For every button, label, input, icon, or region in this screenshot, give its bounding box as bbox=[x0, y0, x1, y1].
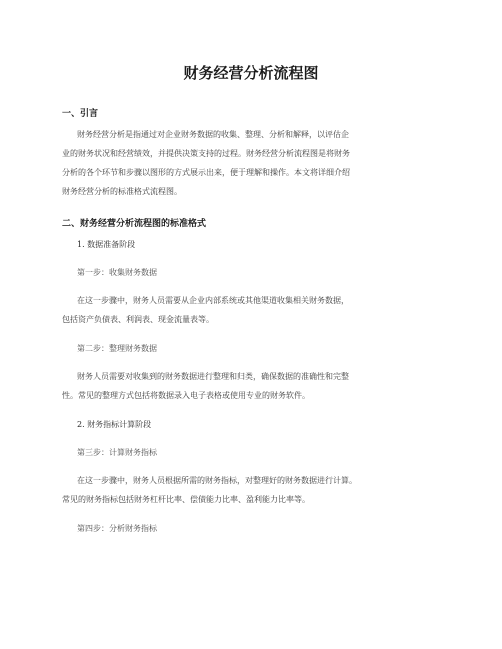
step-body-line: 包括资产负债表、利润表、现金流量表等。 bbox=[62, 315, 214, 324]
document-title: 财务经营分析流程图 bbox=[183, 64, 319, 82]
phase-label: 1. 数据准备阶段 bbox=[77, 240, 136, 249]
step-label: 第三步：计算财务指标 bbox=[77, 448, 157, 457]
phase-label: 2. 财务指标计算阶段 bbox=[77, 420, 152, 429]
step-body-line: 财务人员需要对收集到的财务数据进行整理和归类，确保数据的准确性和完整 bbox=[77, 372, 349, 381]
intro-paragraph-line: 业的财务状况和经营绩效，并提供决策支持的过程。财务经营分析流程图是将财务 bbox=[62, 149, 350, 158]
step-body-line: 常见的财务指标包括财务杠杆比率、偿债能力比率、盈利能力比率等。 bbox=[62, 495, 310, 504]
step-body-line: 在这一步骤中，财务人员根据所需的财务指标，对整理好的财务数据进行计算。 bbox=[77, 476, 357, 485]
intro-paragraph-line: 财务经营分析是指通过对企业财务数据的收集、整理、分析和解释，以评估企 bbox=[77, 130, 349, 139]
step-label: 第二步：整理财务数据 bbox=[77, 344, 157, 353]
step-body-line: 性。常见的整理方式包括将数据录入电子表格或使用专业的财务软件。 bbox=[62, 391, 310, 400]
step-body-line: 在这一步骤中，财务人员需要从企业内部系统或其他渠道收集相关财务数据， bbox=[77, 296, 349, 305]
intro-paragraph-line: 分析的各个环节和步骤以图形的方式展示出来，便于理解和操作。本文将详细介绍 bbox=[62, 168, 350, 177]
section-heading-standard-format: 二、财务经营分析流程图的标准格式 bbox=[62, 219, 207, 229]
intro-paragraph-line: 财务经营分析的标准格式流程图。 bbox=[62, 187, 182, 196]
section-heading-intro: 一、引言 bbox=[62, 109, 99, 119]
step-label: 第一步：收集财务数据 bbox=[77, 268, 157, 277]
step-label: 第四步：分析财务指标 bbox=[77, 524, 157, 533]
